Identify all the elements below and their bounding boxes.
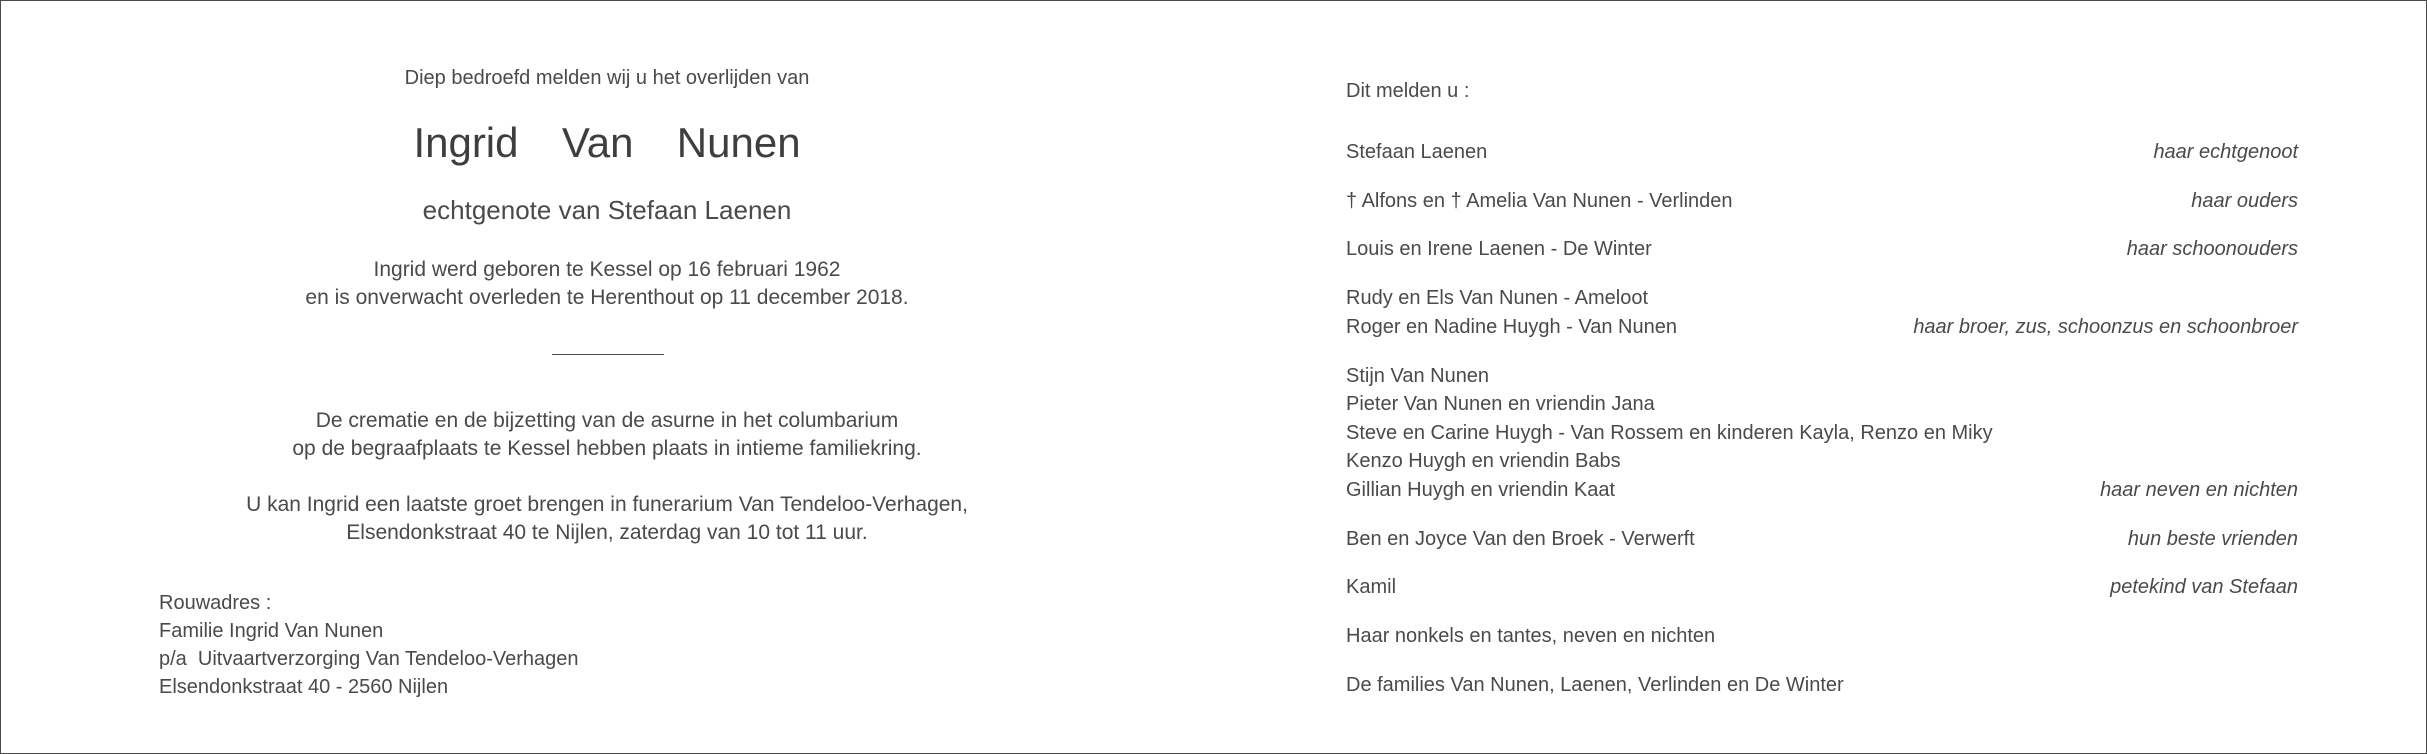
cremation-line-1: De crematie en de bijzetting van de asurne in het columbarium [315,409,899,432]
family-row [1346,450,2298,476]
family-relation: haar echtgenoot [2153,141,2298,163]
announcers-header [1346,80,2298,106]
family-names: Pieter Van Nunen en vriendin Jana [1346,393,1655,415]
family-names: Kamil [1346,576,1397,598]
announcers-header-text: Dit melden u : [1346,80,1470,102]
address-line: Familie Ingrid Van Nunen [159,620,384,642]
family-row [1346,141,2298,167]
deceased-name: Ingrid Van Nunen [413,119,801,166]
address-heading: Rouwadres : [159,592,272,614]
divider-line [552,354,664,355]
birth-line: Ingrid werd geboren te Kessel op 16 februari 1962 [373,258,841,281]
family-row [1346,393,2298,419]
family-names: Gillian Huygh en vriendin Kaat [1346,479,1616,501]
family-row [1346,528,2298,554]
family-row [1346,479,2298,505]
family-row [1346,287,2298,313]
family-relation: hun beste vrienden [2127,528,2298,550]
family-relation: haar broer, zus, schoonzus en schoonbroer [1913,316,2298,338]
family-names: De families Van Nunen, Laenen, Verlinden en De Winter [1346,674,1844,696]
family-names: Stefaan Laenen [1346,141,1488,163]
address-line: Elsendonkstraat 40 - 2560 Nijlen [159,676,449,698]
family-row [1346,238,2298,264]
family-names: Haar nonkels en tantes, neven en nichten [1346,625,1716,647]
farewell-line-2: Elsendonkstraat 40 te Nijlen, zaterdag van 10 tot 11 uur. [346,521,868,544]
family-row [1346,576,2298,602]
family-row [1346,625,2298,651]
farewell-line-1: U kan Ingrid een laatste groet brengen in funerarium Van Tendeloo-Verhagen, [246,493,968,516]
family-names: Stijn Van Nunen [1346,365,1490,387]
family-names: Steve en Carine Huygh - Van Rossem en kinderen Kayla, Renzo en Miky [1346,422,1993,444]
family-relation: haar neven en nichten [2100,479,2298,501]
family-names: Kenzo Huygh en vriendin Babs [1346,450,1621,472]
family-names: Roger en Nadine Huygh - Van Nunen [1346,316,1677,338]
address-line: p/a Uitvaartverzorging Van Tendeloo-Verhagen [159,648,579,670]
family-relation: haar schoonouders [2126,238,2298,260]
intro-text: Diep bedroefd melden wij u het overlijden van [404,67,810,89]
family-names: Rudy en Els Van Nunen - Ameloot [1346,287,1649,309]
family-row [1346,674,2298,700]
family-names: Louis en Irene Laenen - De Winter [1346,238,1652,260]
family-row [1346,422,2298,448]
family-relation: haar ouders [2191,190,2298,212]
family-row [1346,365,2298,391]
death-line: en is onverwacht overleden te Herenthout op 11 december 2018. [305,286,909,309]
family-row [1346,190,2298,216]
family-row [1346,316,2298,342]
family-relation: petekind van Stefaan [2110,576,2298,598]
notice-left-panel [1,1,1213,753]
cremation-line-2: op de begraafplaats te Kessel hebben plaats in intieme familiekring. [292,437,922,460]
family-names: Ben en Joyce Van den Broek - Verwerft [1346,528,1695,550]
family-names: † Alfons en † Amelia Van Nunen - Verlinden [1346,190,1733,212]
spouse-line: echtgenote van Stefaan Laenen [422,195,792,225]
